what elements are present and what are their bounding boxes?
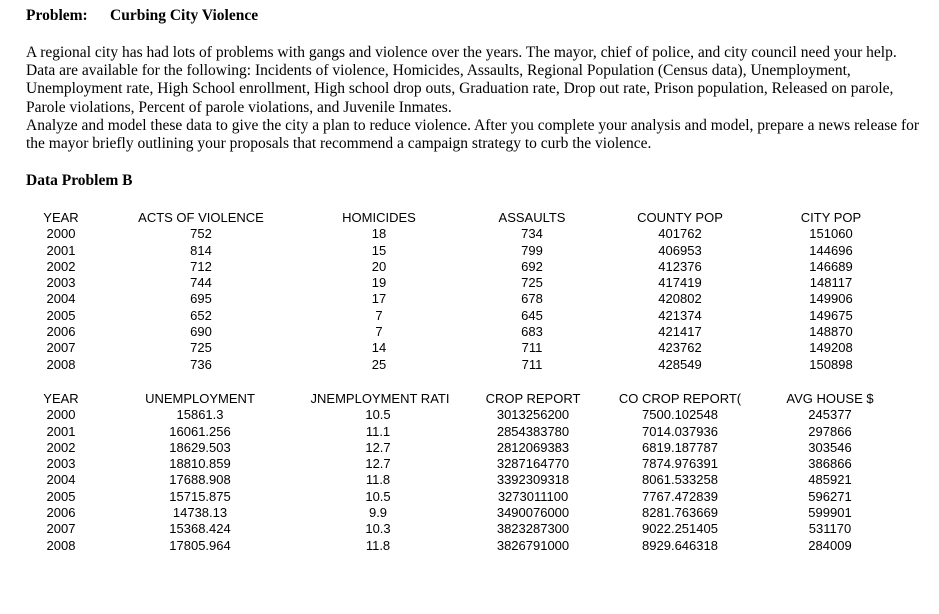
cell-year: 2006 <box>46 324 76 340</box>
cell-year: 2002 <box>46 258 76 274</box>
header-county-pop: COUNTY POP <box>637 210 723 225</box>
cell-city-pop: 149675 <box>809 307 853 323</box>
cell-county-pop: 417419 <box>658 275 702 291</box>
header-acts-of-violence: ACTS OF VIOLENCE <box>138 210 264 225</box>
cell-unemployment-rate: 10.5 <box>365 407 391 423</box>
cell-avg-house-price: 485921 <box>808 472 852 488</box>
cell-year: 2001 <box>46 423 76 439</box>
cell-unemployment: 15368.424 <box>169 521 231 537</box>
header-homicides: HOMICIDES <box>342 210 416 225</box>
cell-crop-report: 2812069383 <box>496 439 570 455</box>
cell-county-crop-report: 7874.976391 <box>642 456 718 472</box>
cell-avg-house-price: 297866 <box>808 423 852 439</box>
cell-assaults: 799 <box>521 242 543 258</box>
intro-paragraph-2: Analyze and model these data to give the city a plan to reduce violence. After you complete your analysis and model, prepare a news release for the mayor briefly outlining your proposals that recommend a campaign strategy to curb the violence. <box>26 116 920 153</box>
cell-unemployment: 18629.503 <box>169 439 231 455</box>
cell-year: 2008 <box>46 537 76 553</box>
table-row <box>0 538 939 554</box>
cell-avg-house-price: 284009 <box>808 537 852 553</box>
cell-year: 2005 <box>46 488 76 504</box>
table-row <box>0 259 939 275</box>
cell-unemployment: 15861.3 <box>176 407 224 423</box>
cell-year: 2007 <box>46 340 76 356</box>
cell-assaults: 711 <box>521 340 543 356</box>
cell-crop-report: 3287164770 <box>496 456 570 472</box>
cell-acts-of-violence: 736 <box>190 356 212 372</box>
table-row <box>0 275 939 291</box>
cell-city-pop: 150898 <box>809 356 853 372</box>
cell-acts-of-violence: 725 <box>190 340 212 356</box>
cell-unemployment: 15715.875 <box>169 488 231 504</box>
cell-unemployment-rate: 11.1 <box>365 423 391 439</box>
cell-acts-of-violence: 752 <box>190 226 212 242</box>
cell-crop-report: 3826791000 <box>496 537 570 553</box>
table-row <box>0 407 939 423</box>
cell-county-pop: 420802 <box>658 291 702 307</box>
cell-city-pop: 149906 <box>809 291 853 307</box>
cell-county-crop-report: 8061.533258 <box>642 472 718 488</box>
cell-assaults: 645 <box>521 307 543 323</box>
cell-crop-report: 3490076000 <box>496 505 570 521</box>
cell-homicides: 17 <box>371 291 387 307</box>
table-row <box>0 324 939 340</box>
cell-unemployment-rate: 11.8 <box>365 472 391 488</box>
cell-acts-of-violence: 690 <box>190 324 212 340</box>
cell-year: 2003 <box>46 275 76 291</box>
problem-title-line <box>26 7 258 25</box>
cell-unemployment-rate: 10.5 <box>365 488 391 504</box>
cell-assaults: 692 <box>521 258 543 274</box>
cell-avg-house-price: 599901 <box>808 505 852 521</box>
table-row <box>0 291 939 307</box>
cell-year: 2005 <box>46 307 76 323</box>
cell-county-pop: 401762 <box>658 226 702 242</box>
cell-year: 2003 <box>46 456 76 472</box>
section-heading: Data Problem B <box>26 172 133 189</box>
cell-year: 2004 <box>46 472 76 488</box>
cell-county-crop-report: 7767.472839 <box>642 488 718 504</box>
problem-description <box>26 44 926 153</box>
data-table-economy <box>0 391 939 554</box>
cell-county-crop-report: 9022.251405 <box>642 521 718 537</box>
table-row <box>0 243 939 259</box>
table-row <box>0 505 939 521</box>
header-assaults: ASSAULTS <box>498 210 566 225</box>
cell-homicides: 18 <box>371 226 387 242</box>
cell-unemployment-rate: 12.7 <box>365 456 391 472</box>
table-row <box>0 521 939 537</box>
cell-homicides: 25 <box>371 356 387 372</box>
table-row <box>0 424 939 440</box>
cell-avg-house-price: 531170 <box>808 521 852 537</box>
cell-crop-report: 2854383780 <box>496 423 570 439</box>
cell-homicides: 19 <box>371 275 387 291</box>
cell-unemployment-rate: 12.7 <box>365 439 391 455</box>
cell-city-pop: 151060 <box>809 226 853 242</box>
table-row <box>0 456 939 472</box>
cell-city-pop: 149208 <box>809 340 853 356</box>
header-unemployment: UNEMPLOYMENT <box>145 391 255 406</box>
cell-city-pop: 148870 <box>809 324 853 340</box>
table-row <box>0 226 939 242</box>
cell-assaults: 725 <box>521 275 543 291</box>
cell-county-crop-report: 7014.037936 <box>642 423 718 439</box>
header-crop-report: CROP REPORT <box>485 391 581 406</box>
cell-year: 2001 <box>46 242 76 258</box>
table-row <box>0 472 939 488</box>
cell-avg-house-price: 245377 <box>808 407 852 423</box>
cell-unemployment-rate: 10.3 <box>365 521 391 537</box>
cell-homicides: 20 <box>371 258 387 274</box>
table-row <box>0 308 939 324</box>
header-unemployment-rate: JNEMPLOYMENT RATI <box>310 391 450 406</box>
cell-county-pop: 428549 <box>658 356 702 372</box>
intro-paragraph-1: A regional city has had lots of problems with gangs and violence over the years. The mayor, chief of police, and city council need your help. Data are available for the following: Incidents of violence, Homicides, Assaults, Regional Population (Census data), Unemployment, Unemployment rate, High School enrollment, High school drop outs, Graduation rate, Drop out rate, Prison population, Released on parole, Parole violations, Percent of parole violations, and Juvenile Inmates. <box>26 44 897 116</box>
cell-avg-house-price: 596271 <box>808 488 852 504</box>
cell-city-pop: 148117 <box>809 275 853 291</box>
cell-unemployment: 18810.859 <box>169 456 231 472</box>
cell-acts-of-violence: 814 <box>190 242 212 258</box>
cell-county-pop: 423762 <box>658 340 702 356</box>
cell-homicides: 7 <box>375 307 383 323</box>
cell-city-pop: 146689 <box>809 258 853 274</box>
cell-year: 2008 <box>46 356 76 372</box>
header-county-crop-report: CO CROP REPORT( <box>618 391 742 406</box>
header-avg-house-price: AVG HOUSE $ <box>786 391 874 406</box>
data-table-violence-population <box>0 210 939 373</box>
table-header-row <box>0 391 939 407</box>
cell-county-crop-report: 8929.646318 <box>642 537 718 553</box>
cell-assaults: 683 <box>521 324 543 340</box>
cell-crop-report: 3392309318 <box>496 472 570 488</box>
cell-year: 2004 <box>46 291 76 307</box>
cell-county-crop-report: 8281.763669 <box>642 505 718 521</box>
cell-crop-report: 3273011100 <box>497 488 569 504</box>
header-city-pop: CITY POP <box>800 210 862 225</box>
cell-county-pop: 412376 <box>658 258 702 274</box>
cell-homicides: 14 <box>371 340 387 356</box>
cell-unemployment-rate: 11.8 <box>365 537 391 553</box>
cell-year: 2006 <box>46 505 76 521</box>
cell-county-crop-report: 6819.187787 <box>642 439 718 455</box>
table-row <box>0 357 939 373</box>
cell-county-crop-report: 7500.102548 <box>642 407 718 423</box>
cell-acts-of-violence: 744 <box>190 275 212 291</box>
cell-avg-house-price: 386866 <box>808 456 852 472</box>
cell-city-pop: 144696 <box>809 242 853 258</box>
problem-title: Curbing City Violence <box>110 7 259 24</box>
cell-unemployment: 17688.908 <box>169 472 231 488</box>
cell-assaults: 734 <box>521 226 543 242</box>
cell-unemployment-rate: 9.9 <box>368 505 388 521</box>
problem-label: Problem: <box>26 7 88 24</box>
header-year: YEAR <box>43 391 79 406</box>
cell-crop-report: 3013256200 <box>496 407 570 423</box>
cell-year: 2000 <box>46 226 76 242</box>
table-row <box>0 440 939 456</box>
cell-year: 2000 <box>46 407 76 423</box>
cell-county-pop: 406953 <box>658 242 702 258</box>
cell-avg-house-price: 303546 <box>808 439 852 455</box>
cell-acts-of-violence: 712 <box>190 258 212 274</box>
cell-acts-of-violence: 695 <box>190 291 212 307</box>
cell-homicides: 15 <box>371 242 387 258</box>
cell-unemployment: 17805.964 <box>169 537 231 553</box>
cell-acts-of-violence: 652 <box>190 307 212 323</box>
header-year: YEAR <box>43 210 79 225</box>
cell-assaults: 711 <box>521 356 543 372</box>
cell-crop-report: 3823287300 <box>496 521 570 537</box>
cell-unemployment: 16061.256 <box>169 423 231 439</box>
cell-homicides: 7 <box>375 324 383 340</box>
cell-county-pop: 421374 <box>658 307 702 323</box>
table-header-row <box>0 210 939 226</box>
cell-unemployment: 14738.13 <box>172 505 228 521</box>
cell-county-pop: 421417 <box>658 324 702 340</box>
table-row <box>0 340 939 356</box>
cell-assaults: 678 <box>521 291 543 307</box>
cell-year: 2002 <box>46 439 76 455</box>
cell-year: 2007 <box>46 521 76 537</box>
table-row <box>0 489 939 505</box>
